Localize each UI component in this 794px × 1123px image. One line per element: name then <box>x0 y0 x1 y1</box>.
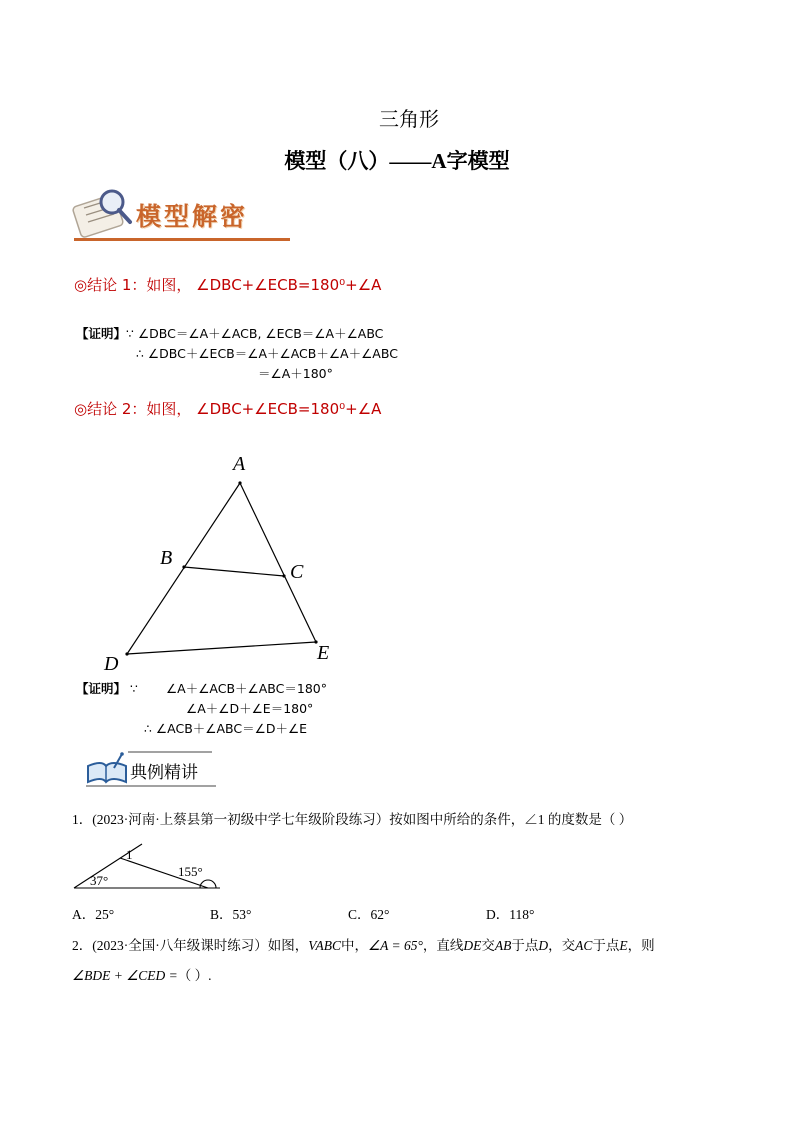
label-B: B <box>160 547 173 569</box>
angle-1-label: 1 <box>126 847 133 862</box>
conclusion-2: ◎结论 2：如图， ∠DBC+∠ECB=180⁰+∠A <box>74 400 382 418</box>
q2-line-de: DE <box>463 938 482 953</box>
q2-text: ，直线 <box>422 938 464 953</box>
q2-text: 中， <box>341 938 368 953</box>
proof-line: ＝∠A＋180° <box>258 366 333 381</box>
edge-DE <box>127 642 316 654</box>
page-subtitle: 模型（八）——A字模型 <box>284 149 510 173</box>
triangle-figure <box>96 448 356 678</box>
q1-figure <box>70 836 230 896</box>
q2-side-ab: AB <box>494 938 512 953</box>
proof-line: ∠A＋∠ACB＋∠ABC＝180° <box>165 681 328 696</box>
question-2-line-2 <box>72 964 212 984</box>
option-d: D．118° <box>486 907 535 922</box>
proof-line: ∴ ∠ACB＋∠ABC＝∠D＋∠E <box>144 721 308 736</box>
q2-text: ，交 <box>548 938 576 953</box>
proof-line: ∴ ∠DBC＋∠ECB＝∠A＋∠ACB＋∠A＋∠ABC <box>136 346 398 361</box>
proof-tag: 【证明】 <box>76 681 127 696</box>
edge-AE <box>240 483 316 642</box>
section-title-examples: 典例精讲 <box>130 763 198 783</box>
label-C: C <box>290 561 304 583</box>
proof-1 <box>76 324 398 384</box>
section-title-model-decode: 模型解密 <box>136 202 249 231</box>
section-divider <box>74 238 290 241</box>
label-E: E <box>317 642 330 664</box>
q2-triangle: VABC <box>308 938 341 953</box>
q2-text: 交 <box>481 938 495 953</box>
label-A: A <box>233 453 246 475</box>
option-c: C．62° <box>348 907 390 922</box>
q2-point-d: D <box>538 938 549 953</box>
because-symbol: ∵ <box>130 681 138 696</box>
angle-37-label: 37° <box>90 873 109 888</box>
page-title: 三角形 <box>379 109 439 131</box>
proof-line: ∠A＋∠D＋∠E＝180° <box>186 701 314 716</box>
option-a: A．25° <box>72 907 115 922</box>
conclusion-1: ◎结论 1：如图， ∠DBC+∠ECB=180⁰+∠A <box>74 276 382 294</box>
question-1: 1．(2023·河南·上蔡县第一初级中学七年级阶段练习）按如图中所给的条件，∠1 的度数是（ ） <box>72 812 633 827</box>
q2-angle-sum: ∠BDE + ∠CED = <box>72 968 178 983</box>
q2-blank: （ ）. <box>177 968 212 983</box>
option-b: B．53° <box>210 907 252 922</box>
proof-tag: 【证明】 <box>76 326 127 341</box>
q2-text: 于点 <box>511 938 539 953</box>
label-D: D <box>104 653 119 675</box>
q2-angle-a: ∠A = 65° <box>368 938 423 953</box>
question-2 <box>72 934 655 954</box>
q2-text: ，则 <box>627 938 655 953</box>
q2-prefix: 2．(2023·全国·八年级课时练习）如图， <box>72 938 309 953</box>
q2-point-e: E <box>619 938 628 953</box>
q2-text: 于点 <box>592 938 620 953</box>
proof-2 <box>76 679 327 739</box>
proof-line: ∵ ∠DBC＝∠A＋∠ACB, ∠ECB＝∠A＋∠ABC <box>126 326 384 341</box>
edge-BC <box>184 567 284 576</box>
angle-155-label: 155° <box>178 864 203 879</box>
q2-side-ac: AC <box>575 938 593 953</box>
